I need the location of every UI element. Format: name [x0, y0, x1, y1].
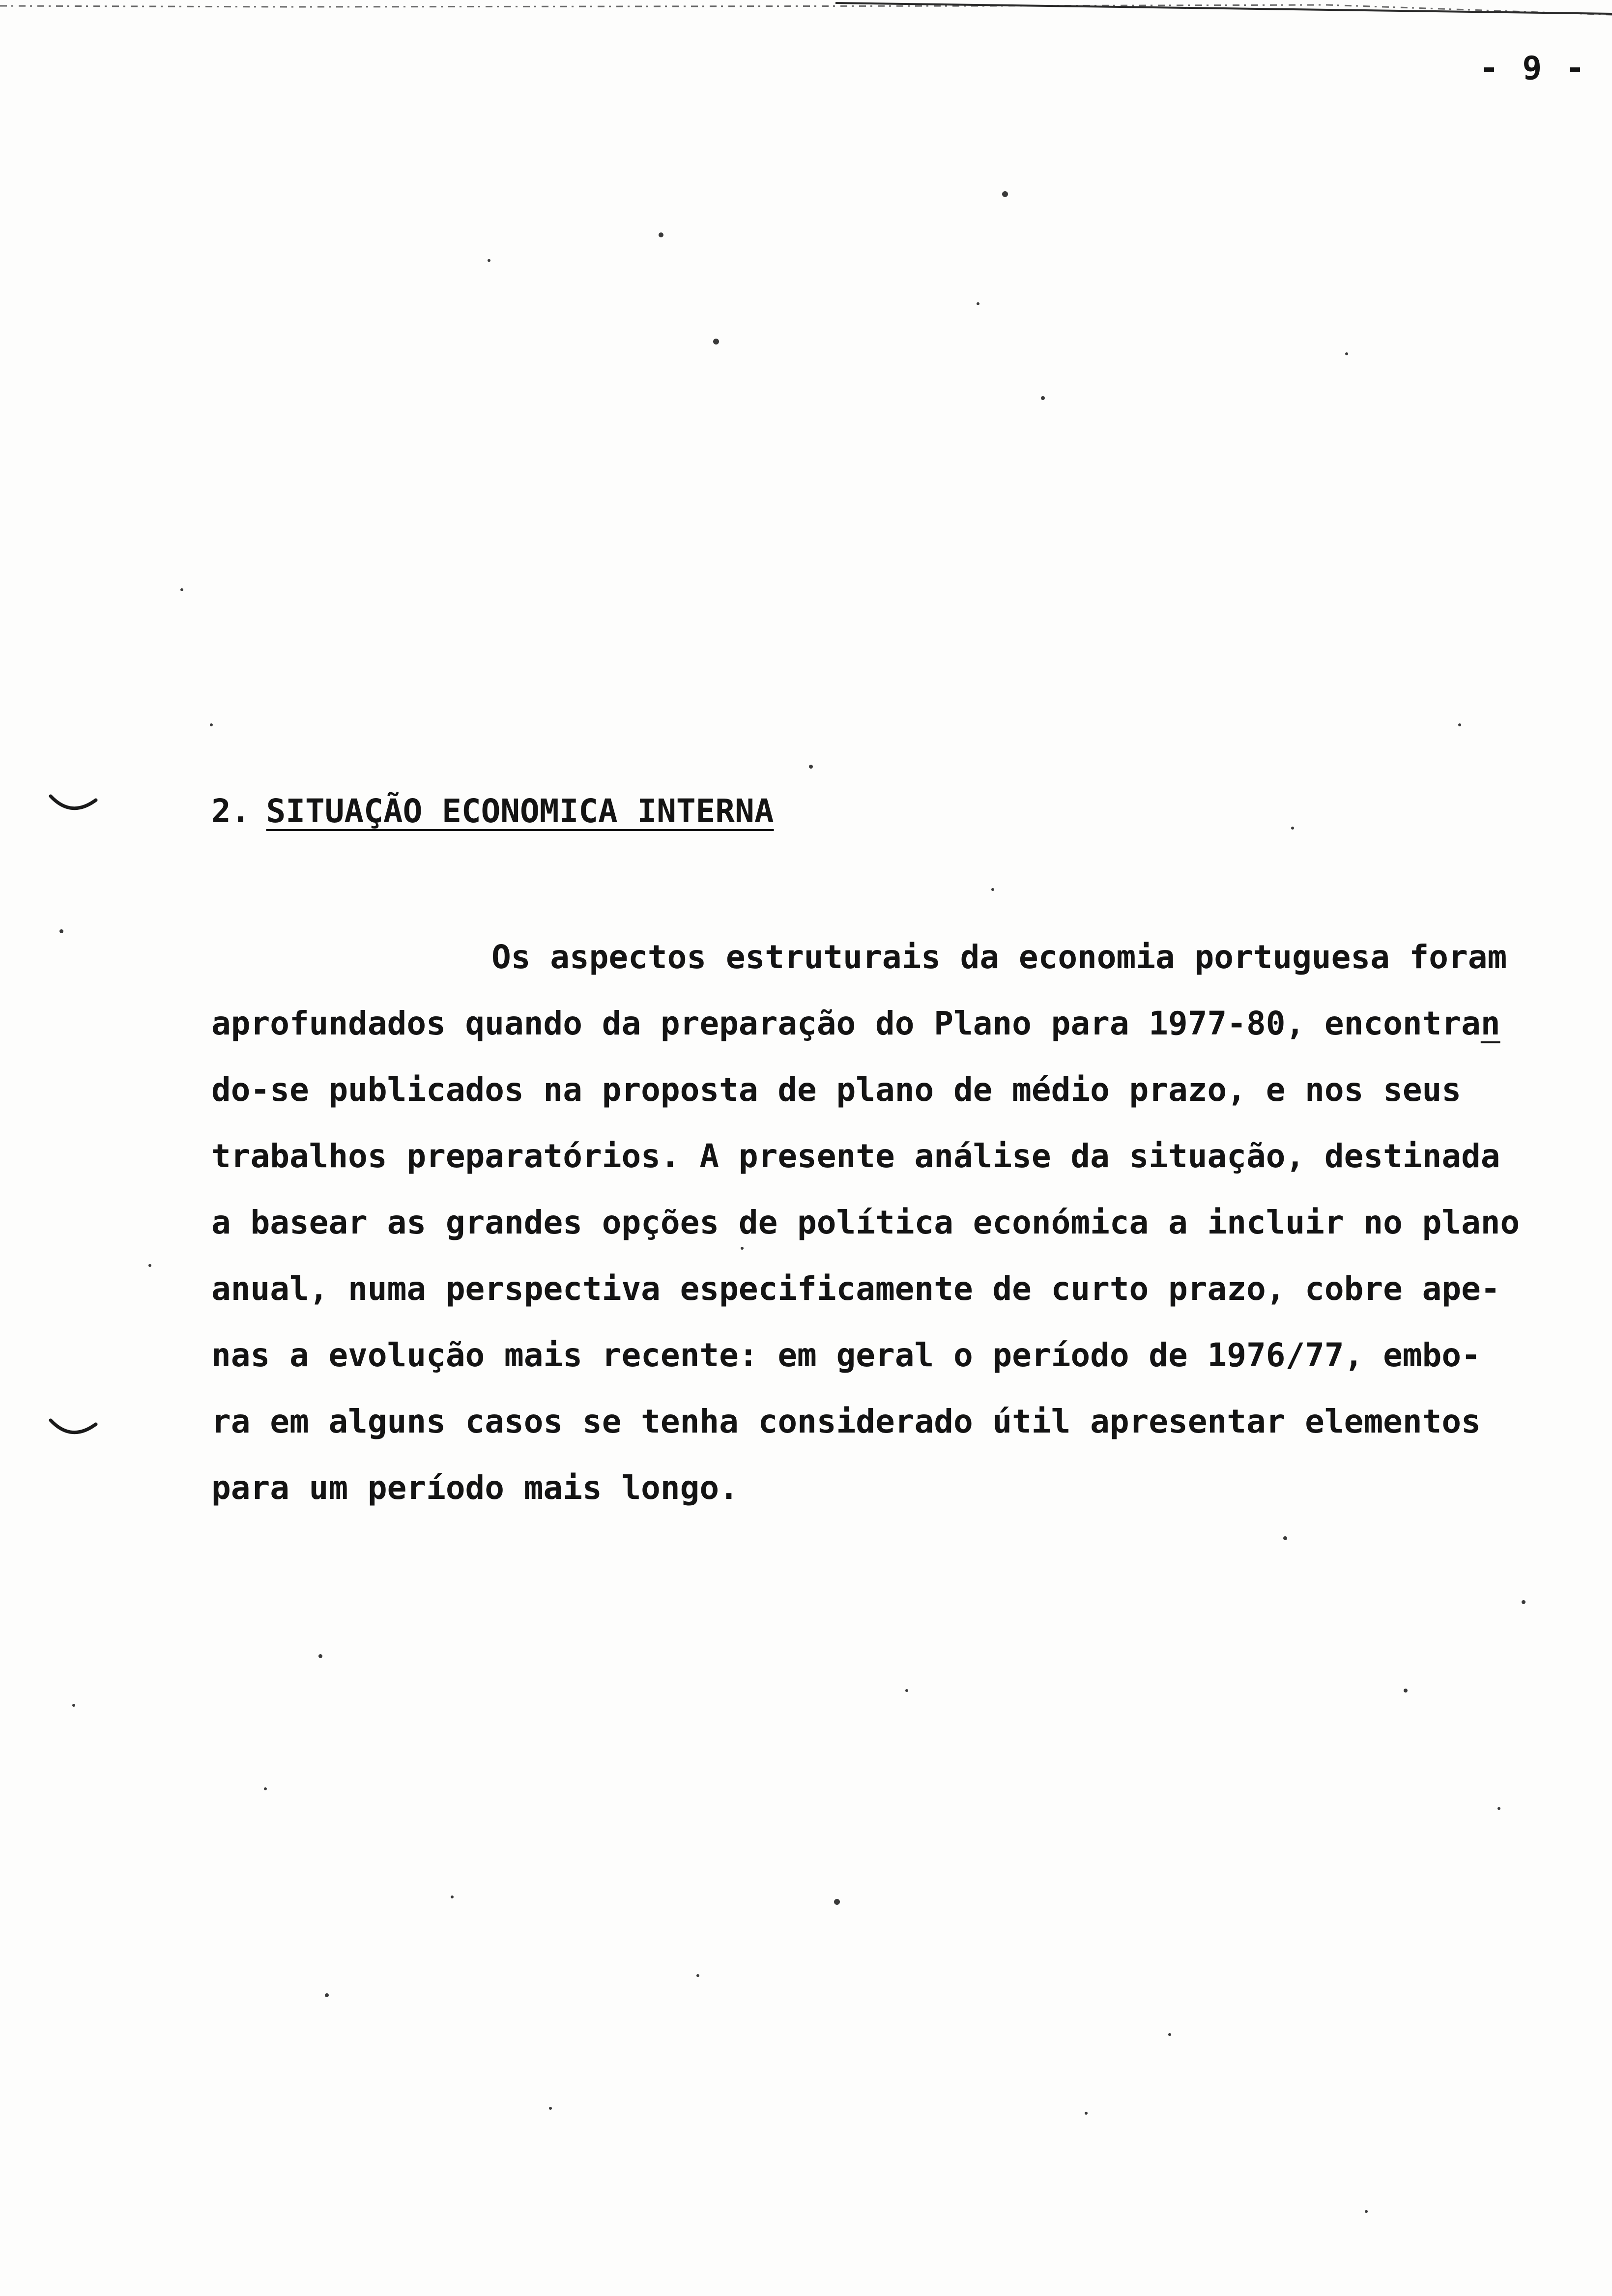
paragraph-line: ra em alguns casos se tenha considerado útil apresentar elementos	[211, 1403, 1481, 1440]
paragraph-line: anual, numa perspectiva especificamente de curto prazo, cobre ape-	[211, 1270, 1500, 1308]
paragraph-line: trabalhos preparatórios. A presente análise da situação, destinada	[211, 1137, 1500, 1175]
paragraph-line: Os aspectos estruturais da economia portuguesa foram	[491, 938, 1507, 976]
section-title: SITUAÇÃO ECONOMICA INTERNA	[266, 792, 774, 830]
paragraph-line: nas a evolução mais recente: em geral o período de 1976/77, embo-	[211, 1336, 1481, 1374]
paragraph-line-underlined-tail: n	[1480, 1004, 1500, 1042]
section-number: 2.	[211, 792, 251, 830]
page-number: - 9 -	[1479, 49, 1587, 87]
paragraph-line: para um período mais longo.	[211, 1469, 739, 1507]
paragraph-line: do-se publicados na proposta de plano de médio prazo, e nos seus	[211, 1071, 1462, 1109]
paragraph-line-text: aprofundados quando da preparação do Plano para 1977-80, encontra	[211, 1004, 1481, 1042]
paragraph-line: a basear as grandes opções de política económica a incluir no plano	[211, 1204, 1520, 1241]
